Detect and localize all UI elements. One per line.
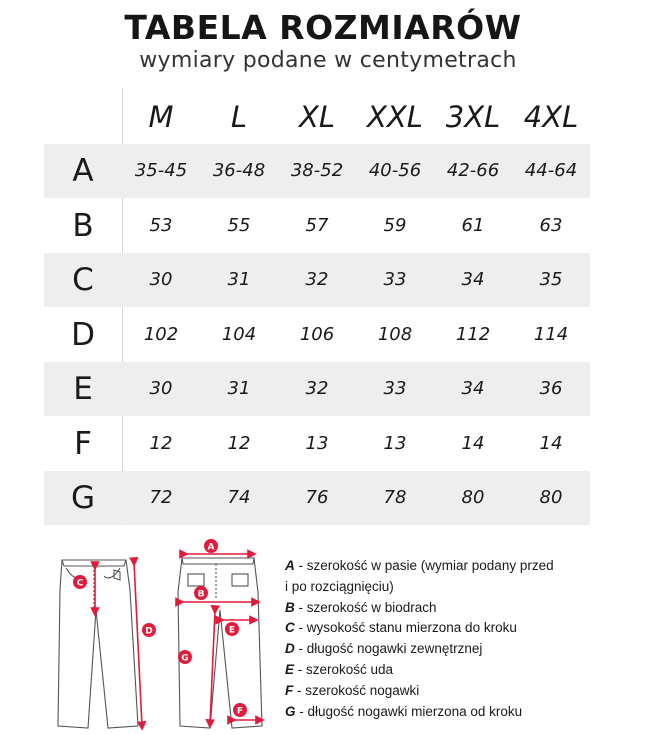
legend-item-b [285,598,635,619]
table-cell: 78 [383,487,407,508]
table-cell: 102 [143,324,179,345]
legend-item-c [285,618,635,639]
table-cell: 106 [299,324,335,345]
size-header-4xl: 4XL [523,100,579,134]
marker-g-label: G [181,653,189,664]
table-cell: 42-66 [446,160,500,181]
table-cell: 112 [455,324,491,345]
table-row-b [44,199,590,253]
table-cell: 80 [461,487,485,508]
trousers-front [58,560,138,728]
row-label: G [70,480,96,516]
table-cell: 114 [533,324,569,345]
table-cell: 14 [461,433,485,454]
table-cell: 34 [461,378,485,399]
table-row-f [44,417,590,471]
table-cell: 61 [461,215,485,236]
table-cell: 74 [227,487,251,508]
marker-f-label: F [236,706,244,717]
table-cell: 40-56 [368,160,422,181]
legend-item-f [285,681,635,702]
page-subtitle: wymiary podane w centymetrach [139,48,517,73]
row-label: B [72,208,94,244]
table-cell: 108 [377,324,413,345]
marker-a-label: A [207,542,215,553]
size-header-xl: XL [298,100,336,134]
table-cell: 80 [539,487,563,508]
row-label: A [72,153,94,189]
measurement-legend [285,556,635,722]
legend-text: i po rozciągnięciu) [285,578,394,594]
table-cell: 33 [383,269,407,290]
table-cell: 104 [221,324,257,345]
legend-item-e [285,660,635,681]
legend-key: A [285,558,295,573]
size-header-l: L [230,100,248,134]
table-row-c [44,253,590,307]
table-cell: 72 [149,487,173,508]
legend-key: F [285,682,294,698]
table-cell: 14 [539,433,563,454]
row-label: F [74,426,92,462]
legend-item-a [285,556,635,577]
table-cell: 31 [227,378,251,399]
table-cell: 13 [305,433,329,454]
table-cell: 35 [539,269,563,290]
size-header-xxl: XXL [367,100,423,134]
table-cell: 53 [149,215,173,236]
table-cell: 44-64 [524,160,578,181]
marker-c-front-label: C [76,578,84,589]
legend-text: - szerokość nogawki [293,682,420,698]
table-cell: 59 [383,215,407,236]
legend-text: - szerokość uda [294,661,394,677]
legend-key: B [285,599,295,615]
legend-item-d [285,639,635,660]
trousers-illustration [48,530,278,735]
table-cell: 57 [305,215,329,236]
table-cell: 55 [227,215,251,236]
row-label: C [72,262,94,298]
marker-b-label: B [197,589,205,600]
legend-text: - szerokość w pasie (wymiar podany przed [294,558,554,573]
table-cell: 30 [149,269,173,290]
legend-text: - długość nogawki zewnętrznej [294,641,483,657]
table-cell: 34 [461,269,485,290]
table-cell: 76 [305,487,329,508]
table-row-a [44,144,590,198]
legend-key: G [285,703,296,719]
size-header-3xl: 3XL [445,100,501,134]
page-title: TABELA ROZMIARÓW [124,8,522,47]
table-cell: 38-52 [290,160,344,181]
legend-key: C [285,620,295,636]
row-label: E [73,371,93,407]
table-cell: 12 [149,433,173,454]
table-row-d [44,308,590,362]
legend-text: - szerokość w biodrach [294,599,437,615]
legend-item-g [285,702,635,723]
table-cell: 31 [227,269,251,290]
table-cell: 36 [539,378,563,399]
legend-text: - wysokość stanu mierzona do kroku [294,620,517,636]
table-cell: 32 [305,378,329,399]
size-header-m: M [148,100,174,134]
table-row-e [44,362,590,416]
table-cell: 32 [305,269,329,290]
legend-key: E [285,661,295,677]
legend-text: - długość nogawki mierzona od kroku [295,703,523,719]
table-cell: 35-45 [134,160,188,181]
table-row-g [44,471,590,525]
table-cell: 13 [383,433,407,454]
table-cell: 33 [383,378,407,399]
legend-key: D [285,641,295,657]
table-cell: 30 [149,378,173,399]
table-cell: 63 [539,215,563,236]
table-cell: 12 [227,433,251,454]
trousers-back [178,558,262,728]
row-label: D [71,317,95,353]
trousers-diagram [48,530,278,735]
legend-item-a-cont [285,577,635,598]
marker-d-front-label: D [145,626,153,637]
table-cell: 36-48 [212,160,266,181]
marker-e-label: E [228,625,236,636]
